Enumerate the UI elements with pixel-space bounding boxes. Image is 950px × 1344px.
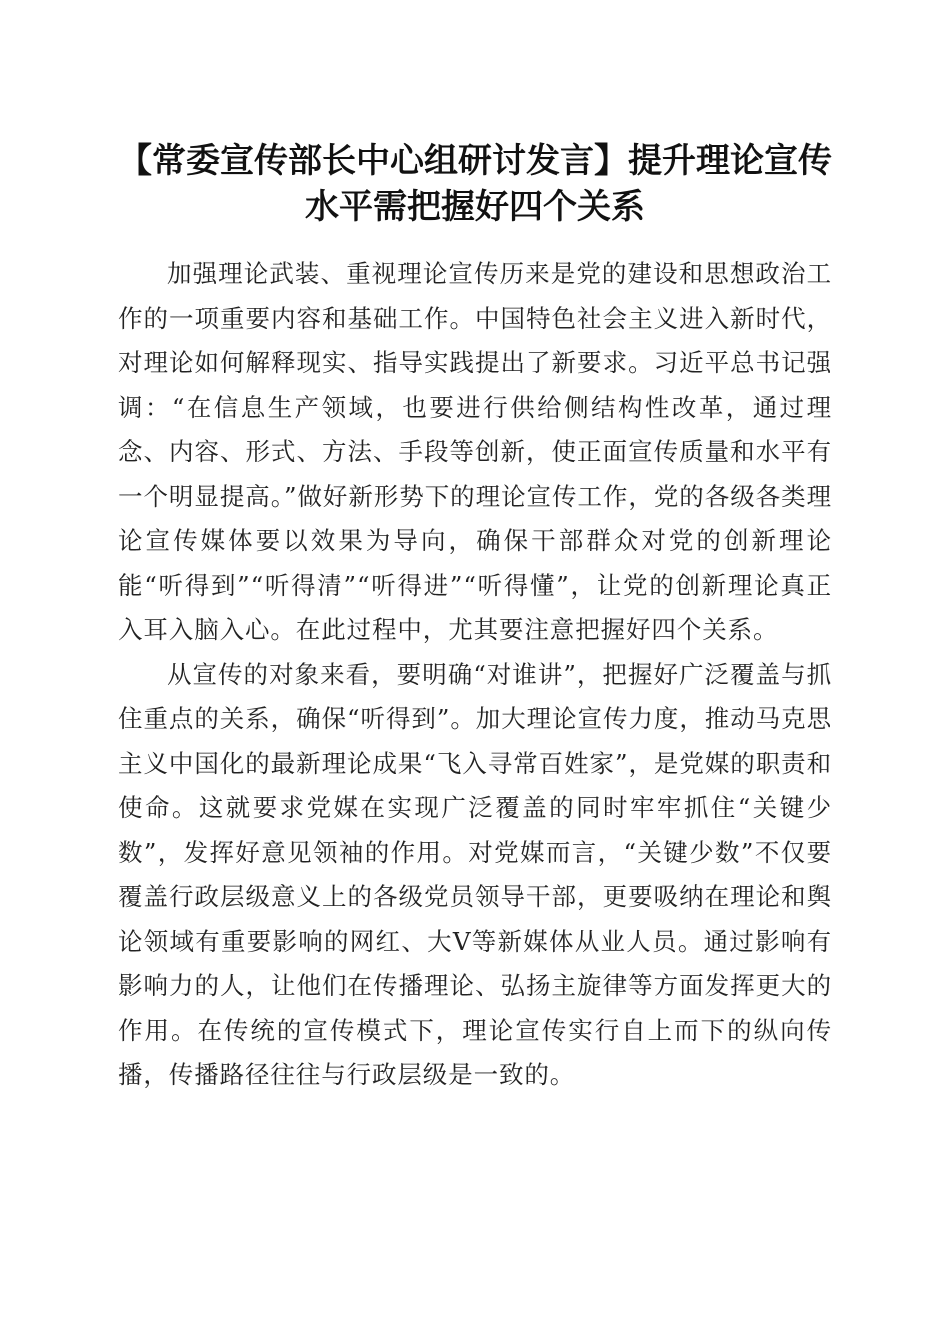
paragraph-1: 加强理论武装、重视理论宣传历来是党的建设和思想政治工作的一项重要内容和基础工作。中国特色社会主义进入新时代，对理论如何解释现实、指导实践提出了新要求。习近平总书记强调：“在信息生产领域，也要进行供给侧结构性改革，通过理念、内容、形式、方法、手段等创新，使正面宣传质量和水平有一个明显提高。”做好新形势下的理论宣传工作，党的各级各类理论宣传媒体要以效果为导向，确保干部群众对党的创新理论能“听得到”“听得清”“听得进”“听得懂”，让党的创新理论真正入耳入脑入心。在此过程中，尤其要注意把握好四个关系。 (118, 259, 832, 644)
paragraph-2: 从宣传的对象来看，要明确“对谁讲”，把握好广泛覆盖与抓住重点的关系，确保“听得到”。加大理论宣传力度，推动马克思主义中国化的最新理论成果“飞入寻常百姓家”，是党媒的职责和使命。这就要求党媒在实现广泛覆盖的同时牢牢抓住“关键少数”，发挥好意见领袖的作用。对党媒而言，“关键少数”不仅要覆盖行政层级意义上的各级党员领导干部，更要吸纳在理论和舆论领域有重要影响的网红、大V等新媒体从业人员。通过影响有影响力的人，让他们在传播理论、弘扬主旋律等方面发挥更大的作用。在传统的宣传模式下，理论宣传实行自上而下的纵向传播，传播路径往往与行政层级是一致的。 (118, 659, 832, 1089)
document-body (118, 252, 832, 1098)
document-title: 【常委宣传部长中心组研讨发言】提升理论宣传水平需把握好四个关系 (118, 141, 832, 227)
